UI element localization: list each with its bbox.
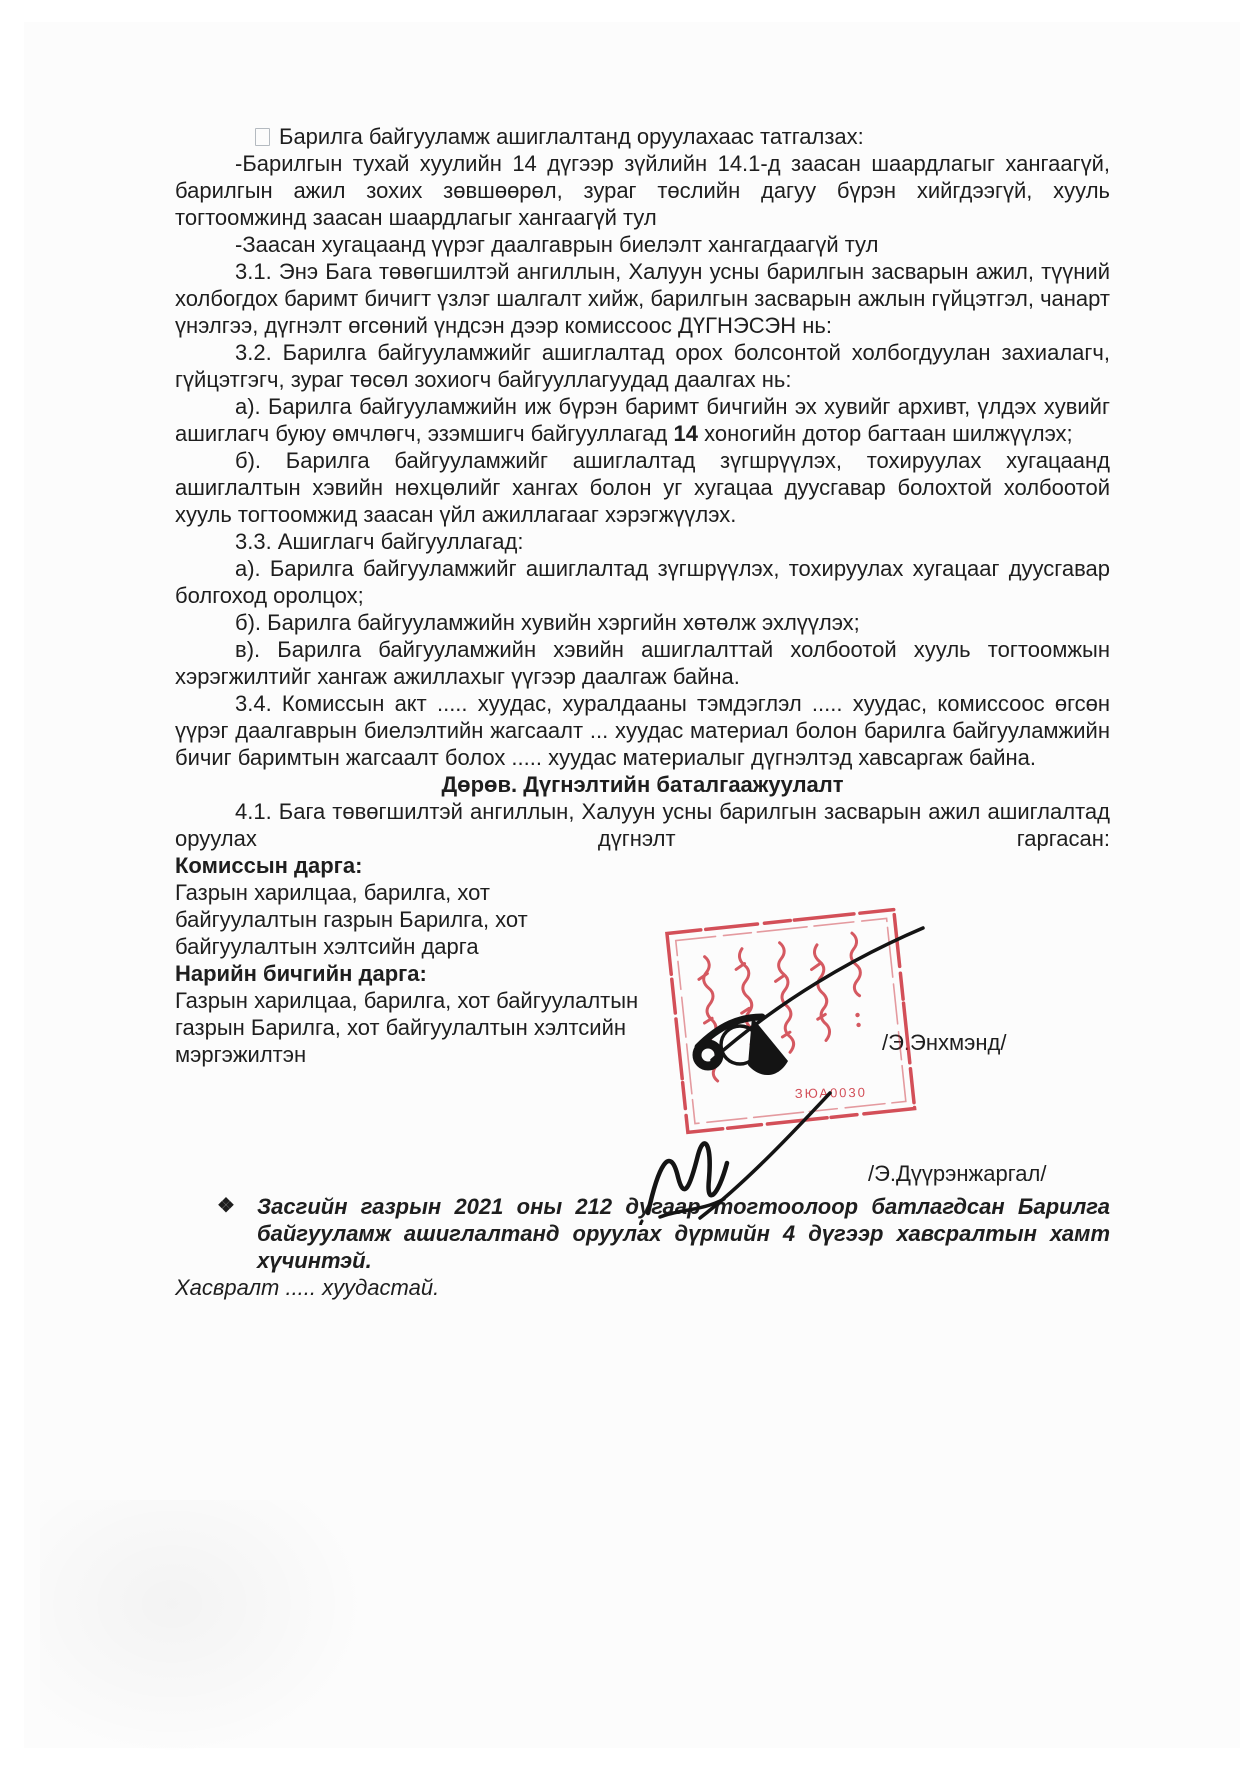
refusal-reason-2: -Заасан хугацаанд үүрэг даалгаврын биелэлт хангагдаагүй тул	[235, 232, 879, 257]
chairman-title-line-1: Газрын харилцаа, барилга, хот	[175, 880, 490, 905]
secretary-title-line-2: газрын Барилга, хот байгуулалтын хэлтсийн	[175, 1015, 627, 1040]
secretary-title-line-3: мэргэжилтэн	[175, 1042, 307, 1067]
attachment-note: Хасвралт ..... хуудастай.	[175, 1275, 440, 1300]
clause-4-1-line1: 4.1. Бага төвөгшилтэй ангиллын, Халуун усны барилгын засварын ажил ашиглалтад	[235, 799, 1110, 824]
clause-3-4: 3.4. Комиссын акт ..... хуудас, хуралдааны тэмдэглэл ..... хуудас, комиссоос өгсөн үүрэг даалгаврын биелэлтийн жагсаалт ... хуудас материал болон барилга байгууламжийн бичиг баримтын жагсаалт болох ..... хуудас материалыг дүгнэлтэд хавсаргаж байна.	[175, 691, 1110, 770]
clause-4-1-line2	[175, 825, 1110, 852]
clause-3-2-item-b: б). Барилга байгууламжийг ашиглалтад зүгшрүүлэх, тохируулах хугацаанд ашиглалтын хэвийн нөхцөлийг хангах болон уг хугацаа дуусгавар болохтой холбоотой хууль тогтоомжид заасан үйл ажиллагааг хэрэгжүүлэх.	[175, 448, 1110, 527]
clause-3-2-item-a-days: 14	[673, 421, 698, 446]
section-4-heading: Дөрөв. Дүгнэлтийн баталгаажуулалт	[441, 772, 844, 797]
secretary-role-label: Нарийн бичгийн дарга:	[175, 961, 427, 986]
clause-3-2-item-a-tail: хоногийн дотор багтаан шилжүүлэх;	[697, 421, 1073, 446]
chairman-signature	[640, 895, 930, 1080]
clause-4-1-word-2: дүгнэлт	[597, 826, 676, 851]
chairman-signature-name: /Э.Энхмэнд/	[882, 1030, 1007, 1055]
clause-3-2-intro: 3.2. Барилга байгууламжийг ашиглалтад орох болсонтой холбогдуулан захиалагч, гүйцэтгэгч, зураг төсөл зохиогч байгууллагуудад даалгах нь:	[175, 340, 1110, 392]
clause-3-1: 3.1. Энэ Бага төвөгшилтэй ангиллын, Халуун усны барилгын засварын ажил, түүний холбогдох баримт бичигт үзлэг шалгалт хийж, барилгын засварын ажлын гүйцэтгэл, чанарт үнэлгээ, дүгнэлт өгсөний үндсэн дээр комиссоос ДҮГНЭСЭН нь:	[175, 259, 1110, 338]
clause-4-1-word-3: гаргасан:	[1016, 826, 1110, 851]
stamp-number: ЗЮА0030	[794, 1084, 868, 1102]
clause-3-3-item-b: б). Барилга байгууламжийн хувийн хэргийн хөтөлж эхлүүлэх;	[235, 610, 860, 635]
clause-3-3-item-a: а). Барилга байгууламжийг ашиглалтад зүгшрүүлэх, тохируулах хугацааг дуусгавар болгоход оролцох;	[175, 556, 1110, 608]
secretary-signature-name: /Э.Дүүрэнжаргал/	[868, 1161, 1047, 1186]
chairman-title-line-3: байгуулалтын хэлтсийн дарга	[175, 934, 479, 959]
clause-3-2-item-a-text: а). Барилга байгууламжийн иж бүрэн баримт бичгийн эх хувийг архивт, үлдэх хувийг ашиглагч буюу өмчлөгч, эзэмшигч байгууллагад	[175, 394, 1110, 446]
chairman-signature-strokes	[640, 895, 930, 1080]
clause-3-3-item-c: в). Барилга байгууламжийн хэвийн ашиглалттай холбоотой хууль тогтоомжын хэрэгжилтийг хангаж ажиллахыг үүгээр даалгаж байна.	[175, 637, 1110, 689]
chairman-title-line-2: байгуулалтын газрын Барилга, хот	[175, 907, 528, 932]
clause-4-1-word-1: оруулах	[175, 826, 257, 851]
refusal-checkbox-label: Барилга байгууламж ашиглалтанд оруулахаас татгалзах:	[279, 124, 864, 149]
secretary-title-line-1: Газрын харилцаа, барилга, хот байгуулалтын	[175, 988, 639, 1013]
secretary-signature-strokes	[630, 1085, 860, 1225]
checkbox-unchecked-icon	[255, 128, 270, 146]
validity-note-text: Засгийн газрын 2021 оны 212 дугаар тогтоолоор батлагдсан Барилга байгууламж ашиглалтанд оруулах дүрмийн 4 дүгээр хавсралтын хамт хүчинтэй.	[257, 1194, 1110, 1273]
chairman-role-label: Комиссын дарга:	[175, 853, 363, 878]
clause-3-2-item-a	[175, 393, 1110, 447]
diamond-bullet-icon: ❖	[217, 1195, 235, 1217]
secretary-signature	[630, 1085, 860, 1225]
refusal-reason-1: -Барилгын тухай хуулийн 14 дүгээр зүйлийн 14.1-д заасан шаардлагыг хангаагүй, барилгын ажил зохих зөвшөөрөл, зураг төслийн дагуу бүрэн хийгдээгүй, хууль тогтоомжинд заасан шаардлагыг хангаагүй тул	[175, 151, 1110, 230]
refusal-checkbox-line	[175, 123, 1110, 150]
clause-3-3-intro: 3.3. Ашиглагч байгууллагад:	[235, 529, 524, 554]
